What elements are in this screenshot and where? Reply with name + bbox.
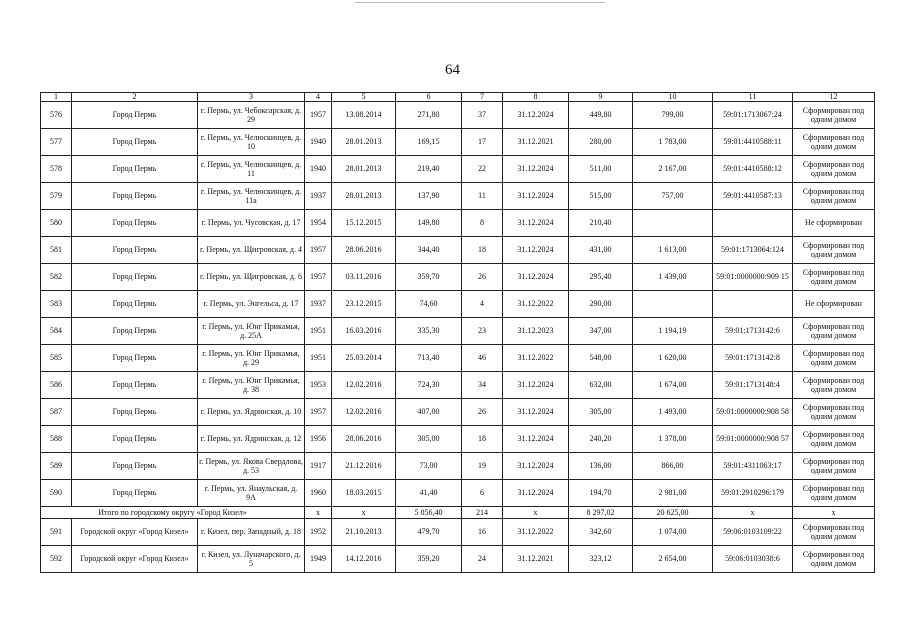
table-row bbox=[41, 345, 875, 372]
municipality-cell: Город Пермь bbox=[72, 237, 198, 264]
row-number-cell: 580 bbox=[41, 210, 72, 237]
resettlement-deadline-cell: 31.12.2022 bbox=[503, 291, 569, 318]
cadastral-number-cell: 59:01:1713148:4 bbox=[713, 372, 793, 399]
resettlement-deadline-cell: 31.12.2022 bbox=[503, 345, 569, 372]
recognition-date-cell: 13.08.2014 bbox=[332, 102, 396, 129]
cadastral-number-cell: 59:01:2910296:179 bbox=[713, 480, 793, 507]
residents-cell: 16 bbox=[462, 519, 503, 546]
resettlement-deadline-cell: 31.12.2024 bbox=[503, 102, 569, 129]
table-row bbox=[41, 546, 875, 573]
resettlement-deadline-cell: 31.12.2024 bbox=[503, 264, 569, 291]
total-area-cell: 5 056,40 bbox=[396, 507, 462, 519]
area-cell: 335,30 bbox=[396, 318, 462, 345]
address-cell: г. Пермь, ул. Юнг Прикамья, д. 25А bbox=[198, 318, 305, 345]
column-number: 7 bbox=[462, 93, 503, 102]
column-number: 3 bbox=[198, 93, 305, 102]
table-row bbox=[41, 318, 875, 345]
cadastral-number-cell: 59:01:1713142:6 bbox=[713, 318, 793, 345]
residents-cell: 23 bbox=[462, 318, 503, 345]
land-status-cell: Не сформирован bbox=[793, 291, 875, 318]
build-year-cell: 1917 bbox=[305, 453, 332, 480]
value-b-cell: 1 493,00 bbox=[633, 399, 713, 426]
address-cell: г. Пермь, ул. Щигровская, д. 6 bbox=[198, 264, 305, 291]
resettlement-deadline-cell: 31.12.2021 bbox=[503, 546, 569, 573]
build-year-cell: 1951 bbox=[305, 345, 332, 372]
address-cell: г. Кизел, пер. Западный, д. 18 bbox=[198, 519, 305, 546]
resettlement-deadline-cell: 31.12.2024 bbox=[503, 372, 569, 399]
column-number: 5 bbox=[332, 93, 396, 102]
address-cell: г. Пермь, ул. Янаульская, д. 9А bbox=[198, 480, 305, 507]
residents-cell: 18 bbox=[462, 237, 503, 264]
value-a-cell: 305,00 bbox=[569, 399, 633, 426]
municipality-cell: Город Пермь bbox=[72, 318, 198, 345]
row-number-cell: 577 bbox=[41, 129, 72, 156]
column-number: 4 bbox=[305, 93, 332, 102]
value-a-cell: 431,00 bbox=[569, 237, 633, 264]
value-a-cell: 511,00 bbox=[569, 156, 633, 183]
value-b-cell: 1 378,00 bbox=[633, 426, 713, 453]
recognition-date-cell: 28.01.2013 bbox=[332, 156, 396, 183]
residents-cell: 37 bbox=[462, 102, 503, 129]
resettlement-deadline-cell: 31.12.2024 bbox=[503, 453, 569, 480]
area-cell: 344,40 bbox=[396, 237, 462, 264]
row-number-cell: 588 bbox=[41, 426, 72, 453]
area-cell: 137,90 bbox=[396, 183, 462, 210]
land-status-cell: Сформирован под одним домом bbox=[793, 237, 875, 264]
build-year-cell: 1951 bbox=[305, 318, 332, 345]
cadastral-number-cell: 59:01:0000000:909 15 bbox=[713, 264, 793, 291]
recognition-date-cell: 18.03.2015 bbox=[332, 480, 396, 507]
cadastral-number-cell: 59:01:1713067:24 bbox=[713, 102, 793, 129]
row-number-cell: 587 bbox=[41, 399, 72, 426]
address-cell: г. Пермь, ул. Ядринская, д. 10 bbox=[198, 399, 305, 426]
value-b-cell: 1 783,00 bbox=[633, 129, 713, 156]
land-status-cell: Сформирован под одним домом bbox=[793, 453, 875, 480]
column-number: 11 bbox=[713, 93, 793, 102]
area-cell: 724,30 bbox=[396, 372, 462, 399]
residents-cell: 26 bbox=[462, 399, 503, 426]
row-number-cell: 584 bbox=[41, 318, 72, 345]
recognition-date-cell: 28.01.2013 bbox=[332, 183, 396, 210]
residents-cell: 17 bbox=[462, 129, 503, 156]
value-a-cell: 280,00 bbox=[569, 129, 633, 156]
value-a-cell: 210,40 bbox=[569, 210, 633, 237]
value-a-cell: 295,40 bbox=[569, 264, 633, 291]
resettlement-deadline-cell: 31.12.2024 bbox=[503, 210, 569, 237]
municipality-cell: Город Пермь bbox=[72, 453, 198, 480]
area-cell: 149,80 bbox=[396, 210, 462, 237]
build-year-cell: 1937 bbox=[305, 291, 332, 318]
table-row bbox=[41, 102, 875, 129]
residents-cell: 4 bbox=[462, 291, 503, 318]
build-year-cell: 1940 bbox=[305, 156, 332, 183]
column-number: 12 bbox=[793, 93, 875, 102]
land-status-cell: Сформирован под одним домом bbox=[793, 546, 875, 573]
address-cell: г. Пермь, ул. Челюскинцев, д. 11а bbox=[198, 183, 305, 210]
table-row bbox=[41, 372, 875, 399]
row-number-cell: 586 bbox=[41, 372, 72, 399]
value-a-cell: 347,00 bbox=[569, 318, 633, 345]
municipality-cell: Городской округ «Город Кизел» bbox=[72, 519, 198, 546]
total-label: Итого по городскому округу «Город Кизел» bbox=[41, 507, 305, 519]
address-cell: г. Пермь, ул. Ядринская, д. 12 bbox=[198, 426, 305, 453]
build-year-cell: 1957 bbox=[305, 102, 332, 129]
municipality-cell: Город Пермь bbox=[72, 129, 198, 156]
land-status-cell: Сформирован под одним домом bbox=[793, 156, 875, 183]
build-year-cell: 1937 bbox=[305, 183, 332, 210]
area-cell: 407,00 bbox=[396, 399, 462, 426]
recognition-date-cell: 03.11.2016 bbox=[332, 264, 396, 291]
value-a-cell: 136,00 bbox=[569, 453, 633, 480]
table-row bbox=[41, 156, 875, 183]
total-deadline-cell: x bbox=[503, 507, 569, 519]
table-body bbox=[41, 93, 875, 573]
cadastral-number-cell bbox=[713, 210, 793, 237]
table-row bbox=[41, 237, 875, 264]
address-cell: г. Пермь, ул. Юнг Прикамья, д. 29 bbox=[198, 345, 305, 372]
value-b-cell: 757,00 bbox=[633, 183, 713, 210]
land-status-cell: Сформирован под одним домом bbox=[793, 372, 875, 399]
area-cell: 713,40 bbox=[396, 345, 462, 372]
value-a-cell: 342,60 bbox=[569, 519, 633, 546]
table-row bbox=[41, 264, 875, 291]
recognition-date-cell: 28.06.2016 bbox=[332, 237, 396, 264]
area-cell: 219,40 bbox=[396, 156, 462, 183]
row-number-cell: 589 bbox=[41, 453, 72, 480]
row-number-cell: 576 bbox=[41, 102, 72, 129]
residents-cell: 8 bbox=[462, 210, 503, 237]
value-a-cell: 323,12 bbox=[569, 546, 633, 573]
value-b-cell bbox=[633, 210, 713, 237]
column-number-row bbox=[41, 93, 875, 102]
land-status-cell: Сформирован под одним домом bbox=[793, 519, 875, 546]
municipality-cell: Город Пермь bbox=[72, 210, 198, 237]
address-cell: г. Пермь, ул. Чусовская, д. 17 bbox=[198, 210, 305, 237]
total-row bbox=[41, 507, 875, 519]
row-number-cell: 590 bbox=[41, 480, 72, 507]
table-row bbox=[41, 453, 875, 480]
cadastral-number-cell: 59:01:4311063:17 bbox=[713, 453, 793, 480]
address-cell: г. Пермь, ул. Челюскинцев, д. 11 bbox=[198, 156, 305, 183]
row-number-cell: 582 bbox=[41, 264, 72, 291]
value-b-cell: 1 074,00 bbox=[633, 519, 713, 546]
row-number-cell: 581 bbox=[41, 237, 72, 264]
build-year-cell: 1954 bbox=[305, 210, 332, 237]
resettlement-deadline-cell: 31.12.2024 bbox=[503, 156, 569, 183]
column-number: 6 bbox=[396, 93, 462, 102]
municipality-cell: Город Пермь bbox=[72, 480, 198, 507]
recognition-date-cell: 15.12.2015 bbox=[332, 210, 396, 237]
value-a-cell: 548,00 bbox=[569, 345, 633, 372]
area-cell: 479,70 bbox=[396, 519, 462, 546]
resettlement-deadline-cell: 31.12.2024 bbox=[503, 183, 569, 210]
cadastral-number-cell: 59:01:4410587:13 bbox=[713, 183, 793, 210]
address-cell: г. Пермь, ул. Челюскинцев, д. 10 bbox=[198, 129, 305, 156]
land-status-cell: Сформирован под одним домом bbox=[793, 399, 875, 426]
recognition-date-cell: 16.03.2016 bbox=[332, 318, 396, 345]
address-cell: г. Пермь, ул. Щигровская, д. 4 bbox=[198, 237, 305, 264]
municipality-cell: Город Пермь bbox=[72, 264, 198, 291]
cadastral-number-cell: 59:01:4410588:11 bbox=[713, 129, 793, 156]
residents-cell: 6 bbox=[462, 480, 503, 507]
cadastral-number-cell: 59:06:0103038:6 bbox=[713, 546, 793, 573]
area-cell: 305,00 bbox=[396, 426, 462, 453]
address-cell: г. Пермь, ул. Юнг Прикамья, д. 38 bbox=[198, 372, 305, 399]
build-year-cell: 1949 bbox=[305, 546, 332, 573]
area-cell: 359,70 bbox=[396, 264, 462, 291]
value-a-cell: 632,00 bbox=[569, 372, 633, 399]
value-a-cell: 290,00 bbox=[569, 291, 633, 318]
recognition-date-cell: 23.12.2015 bbox=[332, 291, 396, 318]
column-number: 10 bbox=[633, 93, 713, 102]
table-row bbox=[41, 399, 875, 426]
value-b-cell: 1 674,00 bbox=[633, 372, 713, 399]
value-a-cell: 515,00 bbox=[569, 183, 633, 210]
recognition-date-cell: 14.12.2016 bbox=[332, 546, 396, 573]
build-year-cell: 1956 bbox=[305, 426, 332, 453]
table-row bbox=[41, 183, 875, 210]
build-year-cell: 1957 bbox=[305, 264, 332, 291]
municipality-cell: Город Пермь bbox=[72, 156, 198, 183]
total-cad-cell: x bbox=[713, 507, 793, 519]
municipality-cell: Город Пермь bbox=[72, 345, 198, 372]
row-number-cell: 578 bbox=[41, 156, 72, 183]
column-number: 2 bbox=[72, 93, 198, 102]
municipality-cell: Городской округ «Город Кизел» bbox=[72, 546, 198, 573]
table-row bbox=[41, 129, 875, 156]
resettlement-deadline-cell: 31.12.2024 bbox=[503, 426, 569, 453]
land-status-cell: Сформирован под одним домом bbox=[793, 102, 875, 129]
area-cell: 359,20 bbox=[396, 546, 462, 573]
value-b-cell: 2 981,00 bbox=[633, 480, 713, 507]
cadastral-number-cell: 59:01:0000000:908 57 bbox=[713, 426, 793, 453]
residents-cell: 22 bbox=[462, 156, 503, 183]
total-status-cell: x bbox=[793, 507, 875, 519]
recognition-date-cell: 25.03.2014 bbox=[332, 345, 396, 372]
address-cell: г. Пермь, ул. Якова Свердлова, д. 53 bbox=[198, 453, 305, 480]
cadastral-number-cell: 59:01:4410588:12 bbox=[713, 156, 793, 183]
row-number-cell: 583 bbox=[41, 291, 72, 318]
residents-cell: 18 bbox=[462, 426, 503, 453]
table-row bbox=[41, 426, 875, 453]
residents-cell: 46 bbox=[462, 345, 503, 372]
municipality-cell: Город Пермь bbox=[72, 291, 198, 318]
row-number-cell: 592 bbox=[41, 546, 72, 573]
resettlement-deadline-cell: 31.12.2021 bbox=[503, 129, 569, 156]
build-year-cell: 1953 bbox=[305, 372, 332, 399]
value-a-cell: 194,70 bbox=[569, 480, 633, 507]
column-number: 8 bbox=[503, 93, 569, 102]
recognition-date-cell: 21.12.2016 bbox=[332, 453, 396, 480]
build-year-cell: 1952 bbox=[305, 519, 332, 546]
total-date-cell: x bbox=[332, 507, 396, 519]
resettlement-deadline-cell: 31.12.2024 bbox=[503, 399, 569, 426]
row-number-cell: 585 bbox=[41, 345, 72, 372]
address-cell: г. Пермь, ул. Энгельса, д. 17 bbox=[198, 291, 305, 318]
value-b-cell: 1 613,00 bbox=[633, 237, 713, 264]
top-rule bbox=[355, 2, 605, 3]
resettlement-deadline-cell: 31.12.2022 bbox=[503, 519, 569, 546]
cadastral-number-cell: 59:01:1713142:8 bbox=[713, 345, 793, 372]
area-cell: 271,80 bbox=[396, 102, 462, 129]
table-row bbox=[41, 210, 875, 237]
row-number-cell: 591 bbox=[41, 519, 72, 546]
address-cell: г. Кизел, ул. Луначарского, д. 5 bbox=[198, 546, 305, 573]
recognition-date-cell: 28.01.2013 bbox=[332, 129, 396, 156]
residents-cell: 24 bbox=[462, 546, 503, 573]
residents-cell: 26 bbox=[462, 264, 503, 291]
recognition-date-cell: 12.02.2016 bbox=[332, 399, 396, 426]
row-number-cell: 579 bbox=[41, 183, 72, 210]
value-a-cell: 240,20 bbox=[569, 426, 633, 453]
value-b-cell: 2 654,00 bbox=[633, 546, 713, 573]
land-status-cell: Сформирован под одним домом bbox=[793, 183, 875, 210]
municipality-cell: Город Пермь bbox=[72, 183, 198, 210]
total-year-cell: x bbox=[305, 507, 332, 519]
total-people-cell: 214 bbox=[462, 507, 503, 519]
total-b-cell: 20 625,00 bbox=[633, 507, 713, 519]
municipality-cell: Город Пермь bbox=[72, 102, 198, 129]
land-status-cell: Сформирован под одним домом bbox=[793, 480, 875, 507]
resettlement-deadline-cell: 31.12.2024 bbox=[503, 480, 569, 507]
residents-cell: 19 bbox=[462, 453, 503, 480]
table-row bbox=[41, 291, 875, 318]
cadastral-number-cell bbox=[713, 291, 793, 318]
land-status-cell: Сформирован под одним домом bbox=[793, 318, 875, 345]
area-cell: 73,00 bbox=[396, 453, 462, 480]
land-status-cell: Сформирован под одним домом bbox=[793, 129, 875, 156]
residents-cell: 11 bbox=[462, 183, 503, 210]
page-number: 64 bbox=[445, 62, 460, 78]
municipality-cell: Город Пермь bbox=[72, 426, 198, 453]
cadastral-number-cell: 59:01:1713064:124 bbox=[713, 237, 793, 264]
value-b-cell: 2 167,00 bbox=[633, 156, 713, 183]
table-row bbox=[41, 519, 875, 546]
land-status-cell: Не сформирован bbox=[793, 210, 875, 237]
resettlement-deadline-cell: 31.12.2024 bbox=[503, 237, 569, 264]
area-cell: 41,40 bbox=[396, 480, 462, 507]
table-row bbox=[41, 480, 875, 507]
value-b-cell: 1 620,00 bbox=[633, 345, 713, 372]
cadastral-number-cell: 59:01:0000000:908 58 bbox=[713, 399, 793, 426]
land-status-cell: Сформирован под одним домом bbox=[793, 264, 875, 291]
build-year-cell: 1957 bbox=[305, 237, 332, 264]
build-year-cell: 1940 bbox=[305, 129, 332, 156]
build-year-cell: 1960 bbox=[305, 480, 332, 507]
value-b-cell bbox=[633, 291, 713, 318]
column-number: 1 bbox=[41, 93, 72, 102]
municipality-cell: Город Пермь bbox=[72, 372, 198, 399]
land-status-cell: Сформирован под одним домом bbox=[793, 345, 875, 372]
column-number: 9 bbox=[569, 93, 633, 102]
residents-cell: 34 bbox=[462, 372, 503, 399]
area-cell: 74,60 bbox=[396, 291, 462, 318]
area-cell: 169,15 bbox=[396, 129, 462, 156]
value-a-cell: 449,80 bbox=[569, 102, 633, 129]
total-a-cell: 8 297,02 bbox=[569, 507, 633, 519]
land-status-cell: Сформирован под одним домом bbox=[793, 426, 875, 453]
address-cell: г. Пермь, ул. Чебоксарская, д. 29 bbox=[198, 102, 305, 129]
register-table bbox=[40, 92, 875, 573]
build-year-cell: 1957 bbox=[305, 399, 332, 426]
resettlement-deadline-cell: 31.12.2023 bbox=[503, 318, 569, 345]
cadastral-number-cell: 59:06:0103109:22 bbox=[713, 519, 793, 546]
recognition-date-cell: 12.02.2016 bbox=[332, 372, 396, 399]
value-b-cell: 866,00 bbox=[633, 453, 713, 480]
recognition-date-cell: 21.10.2013 bbox=[332, 519, 396, 546]
value-b-cell: 1 439,00 bbox=[633, 264, 713, 291]
value-b-cell: 799,00 bbox=[633, 102, 713, 129]
municipality-cell: Город Пермь bbox=[72, 399, 198, 426]
recognition-date-cell: 28.06.2016 bbox=[332, 426, 396, 453]
value-b-cell: 1 194,19 bbox=[633, 318, 713, 345]
